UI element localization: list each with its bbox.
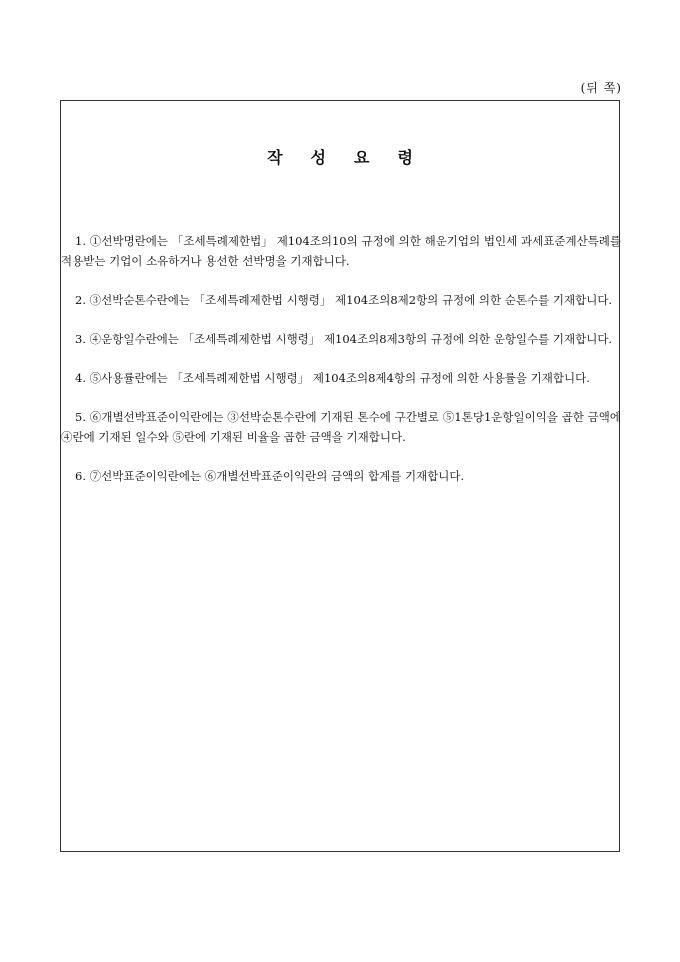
instruction-item-2: 2. ③선박순톤수란에는 「조세특례제한법 시행령」 제104조의8제2항의 규정에 의한 순톤수를 기재합니다. bbox=[75, 293, 613, 307]
instruction-list bbox=[61, 231, 621, 505]
page-side-label: (뒤 쪽) bbox=[580, 81, 622, 95]
instructions-frame bbox=[60, 100, 620, 852]
instruction-item-4: 4. ⑤사용률란에는 「조세특례제한법 시행령」 제104조의8제4항의 규정에 의한 사용률을 기재합니다. bbox=[75, 371, 590, 385]
instruction-item-3: 3. ④운항일수란에는 「조세특례제한법 시행령」 제104조의8제3항의 규정에 의한 운항일수를 기재합니다. bbox=[75, 332, 613, 346]
instruction-item-1: 1. ①선박명란에는 「조세특례제한법」 제104조의10의 규정에 의한 해운기업의 법인세 과세표준계산특례를 적용받는 기업이 소유하거나 용선한 선박명을 기재합니다. bbox=[61, 234, 621, 268]
instruction-item-6: 6. ⑦선박표준이익란에는 ⑥개별선박표준이익란의 금액의 합계를 기재합니다. bbox=[75, 469, 465, 483]
page-title: 작성요령 bbox=[267, 148, 441, 167]
instruction-item-5: 5. ⑥개별선박표준이익란에는 ③선박순톤수란에 기재된 톤수에 구간별로 ⑤1톤당1운항일이익을 곱한 금액에 ④란에 기재된 일수와 ⑤란에 기재된 비율을 곱한 금액을 기재합니다. bbox=[61, 410, 621, 444]
